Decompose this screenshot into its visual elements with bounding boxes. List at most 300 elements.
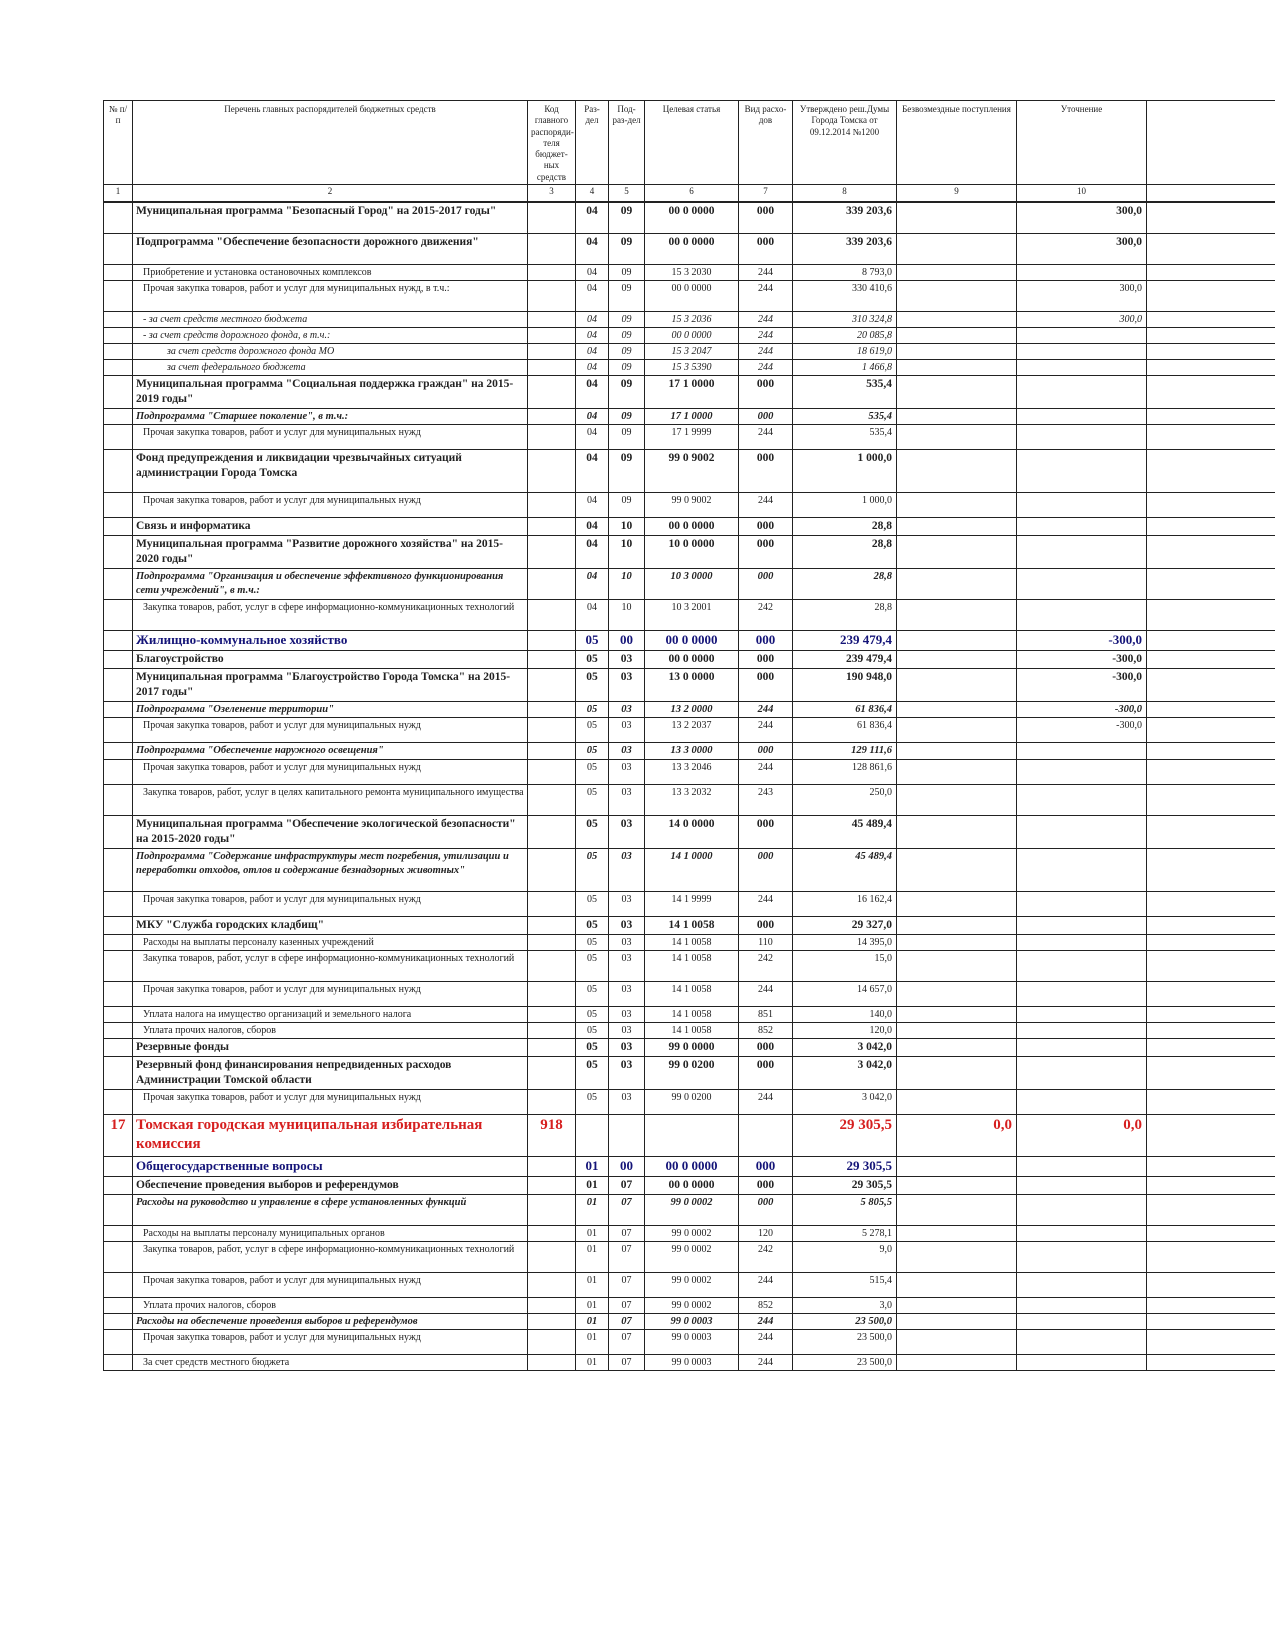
row-gratis: [897, 1241, 1017, 1272]
row-target: 00 0 0000: [645, 650, 739, 668]
row-approved: 61 836,4: [793, 718, 897, 743]
row-subsection: [609, 1114, 645, 1156]
row-code: [528, 569, 576, 600]
row-gratis: [897, 760, 1017, 785]
row-approved: 28,8: [793, 569, 897, 600]
row-target: 14 1 0058: [645, 981, 739, 1006]
row-subsection: 10: [609, 600, 645, 631]
row-extra: [1147, 1313, 1275, 1330]
row-gratis: [897, 569, 1017, 600]
row-gratis: [897, 1006, 1017, 1022]
row-gratis: [897, 934, 1017, 950]
table-row: [104, 816, 1275, 849]
row-extra: [1147, 1355, 1275, 1371]
row-extra: [1147, 816, 1275, 849]
row-number: [104, 1225, 133, 1241]
row-name: Томская городская муниципальная избирательная комиссия: [133, 1114, 528, 1156]
row-target: 17 1 9999: [645, 425, 739, 450]
row-name: Жилищно-коммунальное хозяйство: [133, 631, 528, 651]
row-number: [104, 1194, 133, 1225]
row-gratis: [897, 425, 1017, 450]
row-name: Подпрограмма "Озеленение территории": [133, 701, 528, 718]
row-expense-type: 000: [739, 668, 793, 701]
table-row: [104, 518, 1275, 536]
row-code: [528, 1355, 576, 1371]
table-row: [104, 701, 1275, 718]
row-number: [104, 1022, 133, 1038]
table-row: [104, 718, 1275, 743]
row-approved: 28,8: [793, 600, 897, 631]
row-number: [104, 1089, 133, 1114]
row-approved: 3,0: [793, 1297, 897, 1313]
row-extra: [1147, 1006, 1275, 1022]
row-section: 05: [576, 934, 609, 950]
row-approved: 129 111,6: [793, 743, 897, 760]
row-refine: [1017, 1038, 1147, 1056]
row-approved: 16 162,4: [793, 891, 897, 916]
row-expense-type: 242: [739, 950, 793, 981]
row-extra: [1147, 650, 1275, 668]
table-row: [104, 233, 1275, 264]
row-refine: [1017, 536, 1147, 569]
row-section: 05: [576, 650, 609, 668]
row-name: Благоустройство: [133, 650, 528, 668]
row-extra: [1147, 600, 1275, 631]
row-extra: [1147, 668, 1275, 701]
row-name: Резервные фонды: [133, 1038, 528, 1056]
row-expense-type: 243: [739, 785, 793, 816]
row-expense-type: 000: [739, 848, 793, 891]
row-name: Подпрограмма "Обеспечение безопасности дорожного движения": [133, 233, 528, 264]
row-number: [104, 375, 133, 408]
row-approved: 330 410,6: [793, 280, 897, 311]
table-row: [104, 668, 1275, 701]
row-subsection: 00: [609, 1156, 645, 1176]
row-extra: [1147, 1176, 1275, 1194]
row-gratis: [897, 359, 1017, 375]
row-extra: [1147, 916, 1275, 934]
row-subsection: 07: [609, 1225, 645, 1241]
row-name: за счет федерального бюджета: [133, 359, 528, 375]
row-code: [528, 343, 576, 359]
row-extra: [1147, 718, 1275, 743]
column-numbers-row: [104, 184, 1275, 202]
row-number: [104, 934, 133, 950]
row-refine: [1017, 785, 1147, 816]
header-no: № п/п: [104, 101, 133, 185]
row-subsection: 09: [609, 202, 645, 234]
row-refine: [1017, 1089, 1147, 1114]
row-name: Связь и информатика: [133, 518, 528, 536]
row-refine: [1017, 981, 1147, 1006]
row-code: [528, 359, 576, 375]
table-row: [104, 202, 1275, 234]
table-row: [104, 1297, 1275, 1313]
row-code: [528, 848, 576, 891]
budget-table: [103, 100, 1275, 1371]
table-row: [104, 1330, 1275, 1355]
row-refine: [1017, 1156, 1147, 1176]
row-code: [528, 408, 576, 425]
header-section: Раз-дел: [576, 101, 609, 185]
row-gratis: [897, 408, 1017, 425]
row-code: [528, 1330, 576, 1355]
row-refine: [1017, 518, 1147, 536]
header-target: Целевая статья: [645, 101, 739, 185]
row-name: Прочая закупка товаров, работ и услуг для муниципальных нужд: [133, 981, 528, 1006]
row-section: 04: [576, 327, 609, 343]
row-subsection: 09: [609, 408, 645, 425]
row-number: [104, 848, 133, 891]
row-expense-type: 244: [739, 701, 793, 718]
row-expense-type: 244: [739, 343, 793, 359]
row-section: 04: [576, 202, 609, 234]
row-subsection: 09: [609, 280, 645, 311]
row-name: Муниципальная программа "Социальная поддержка граждан" на 2015-2019 годы": [133, 375, 528, 408]
row-code: [528, 760, 576, 785]
row-target: 99 0 0002: [645, 1297, 739, 1313]
row-name: Уплата налога на имущество организаций и земельного налога: [133, 1006, 528, 1022]
row-code: [528, 1241, 576, 1272]
row-extra: [1147, 327, 1275, 343]
row-gratis: [897, 650, 1017, 668]
row-code: [528, 950, 576, 981]
row-code: [528, 934, 576, 950]
row-gratis: [897, 950, 1017, 981]
col-number: 1: [104, 184, 133, 202]
row-expense-type: 000: [739, 375, 793, 408]
row-extra: [1147, 425, 1275, 450]
row-subsection: 00: [609, 631, 645, 651]
row-target: 00 0 0000: [645, 233, 739, 264]
row-section: 04: [576, 536, 609, 569]
row-name: Прочая закупка товаров, работ и услуг для муниципальных нужд: [133, 1272, 528, 1297]
row-gratis: [897, 264, 1017, 280]
row-expense-type: 000: [739, 408, 793, 425]
row-section: 04: [576, 600, 609, 631]
table-row: [104, 981, 1275, 1006]
row-name: За счет средств местного бюджета: [133, 1355, 528, 1371]
row-gratis: [897, 536, 1017, 569]
table-row: [104, 1176, 1275, 1194]
row-number: [104, 1006, 133, 1022]
row-approved: 239 479,4: [793, 650, 897, 668]
row-expense-type: 244: [739, 760, 793, 785]
row-code: [528, 816, 576, 849]
row-target: 14 1 0058: [645, 950, 739, 981]
row-extra: [1147, 1038, 1275, 1056]
header-refine: Уточнение: [1017, 101, 1147, 185]
row-target: 99 0 0200: [645, 1056, 739, 1089]
row-code: [528, 1225, 576, 1241]
row-subsection: 09: [609, 450, 645, 493]
table-row: [104, 311, 1275, 327]
row-extra: [1147, 311, 1275, 327]
row-target: 99 0 0002: [645, 1272, 739, 1297]
row-extra: [1147, 701, 1275, 718]
row-refine: [1017, 1297, 1147, 1313]
row-approved: 61 836,4: [793, 701, 897, 718]
row-gratis: [897, 1355, 1017, 1371]
row-section: 04: [576, 569, 609, 600]
row-section: 04: [576, 343, 609, 359]
table-row: [104, 1355, 1275, 1371]
row-name: за счет средств дорожного фонда МО: [133, 343, 528, 359]
row-refine: 300,0: [1017, 280, 1147, 311]
row-code: [528, 1089, 576, 1114]
row-gratis: [897, 668, 1017, 701]
row-code: [528, 650, 576, 668]
row-number: [104, 311, 133, 327]
row-gratis: [897, 493, 1017, 518]
row-subsection: 03: [609, 891, 645, 916]
table-row: [104, 1114, 1275, 1156]
row-code: [528, 202, 576, 234]
row-approved: 29 305,5: [793, 1114, 897, 1156]
row-number: [104, 718, 133, 743]
row-expense-type: 244: [739, 280, 793, 311]
row-section: 05: [576, 785, 609, 816]
row-extra: [1147, 343, 1275, 359]
row-target: 10 0 0000: [645, 536, 739, 569]
table-row: [104, 343, 1275, 359]
row-expense-type: 244: [739, 1330, 793, 1355]
row-refine: [1017, 1006, 1147, 1022]
row-target: 10 3 0000: [645, 569, 739, 600]
row-code: [528, 1297, 576, 1313]
row-code: [528, 1156, 576, 1176]
row-target: 00 0 0000: [645, 1176, 739, 1194]
table-row: [104, 1156, 1275, 1176]
row-code: [528, 600, 576, 631]
row-gratis: [897, 916, 1017, 934]
row-expense-type: 000: [739, 202, 793, 234]
row-extra: [1147, 891, 1275, 916]
row-gratis: 0,0: [897, 1114, 1017, 1156]
row-gratis: [897, 600, 1017, 631]
row-name: Закупка товаров, работ, услуг в сфере информационно-коммуникационных технологий: [133, 950, 528, 981]
table-row: [104, 359, 1275, 375]
row-target: 99 0 0003: [645, 1330, 739, 1355]
row-code: [528, 518, 576, 536]
row-extra: [1147, 631, 1275, 651]
row-target: 14 1 0058: [645, 934, 739, 950]
row-section: 05: [576, 1006, 609, 1022]
row-number: [104, 233, 133, 264]
row-gratis: [897, 311, 1017, 327]
row-approved: 3 042,0: [793, 1056, 897, 1089]
col-number: 7: [739, 184, 793, 202]
row-approved: 250,0: [793, 785, 897, 816]
row-subsection: 03: [609, 1056, 645, 1089]
row-number: [104, 981, 133, 1006]
row-refine: [1017, 816, 1147, 849]
row-approved: 239 479,4: [793, 631, 897, 651]
row-gratis: [897, 280, 1017, 311]
row-expense-type: 244: [739, 891, 793, 916]
row-subsection: 03: [609, 916, 645, 934]
row-extra: [1147, 934, 1275, 950]
row-code: [528, 425, 576, 450]
table-row: [104, 408, 1275, 425]
row-number: [104, 701, 133, 718]
row-section: 01: [576, 1313, 609, 1330]
row-target: 13 2 0000: [645, 701, 739, 718]
table-row: [104, 536, 1275, 569]
row-name: Закупка товаров, работ, услуг в целях капитального ремонта муниципального имущества: [133, 785, 528, 816]
row-expense-type: 000: [739, 1156, 793, 1176]
row-name: Прочая закупка товаров, работ и услуг для муниципальных нужд: [133, 425, 528, 450]
row-approved: 23 500,0: [793, 1330, 897, 1355]
row-name: Прочая закупка товаров, работ и услуг для муниципальных нужд: [133, 891, 528, 916]
row-approved: 29 327,0: [793, 916, 897, 934]
row-code: [528, 668, 576, 701]
row-section: 05: [576, 816, 609, 849]
row-refine: [1017, 600, 1147, 631]
row-gratis: [897, 1194, 1017, 1225]
row-extra: [1147, 1330, 1275, 1355]
row-gratis: [897, 1056, 1017, 1089]
row-gratis: [897, 233, 1017, 264]
row-code: [528, 450, 576, 493]
row-number: [104, 650, 133, 668]
row-target: 13 3 2032: [645, 785, 739, 816]
row-target: 00 0 0000: [645, 631, 739, 651]
row-gratis: [897, 1089, 1017, 1114]
row-section: 01: [576, 1225, 609, 1241]
row-refine: [1017, 743, 1147, 760]
row-name: Расходы на выплаты персоналу муниципальных органов: [133, 1225, 528, 1241]
row-target: 14 0 0000: [645, 816, 739, 849]
row-expense-type: 852: [739, 1022, 793, 1038]
table-row: [104, 848, 1275, 891]
row-approved: 23 500,0: [793, 1313, 897, 1330]
row-gratis: [897, 1156, 1017, 1176]
row-subsection: 09: [609, 327, 645, 343]
row-number: [104, 425, 133, 450]
row-name: Подпрограмма "Организация и обеспечение эффективного функционирования сети учреждений", в т.ч.:: [133, 569, 528, 600]
row-gratis: [897, 327, 1017, 343]
row-subsection: 09: [609, 425, 645, 450]
row-section: 04: [576, 359, 609, 375]
table-row: [104, 569, 1275, 600]
row-approved: 535,4: [793, 375, 897, 408]
row-name: Прочая закупка товаров, работ и услуг для муниципальных нужд: [133, 1330, 528, 1355]
row-subsection: 07: [609, 1272, 645, 1297]
row-number: [104, 327, 133, 343]
row-extra: [1147, 1272, 1275, 1297]
row-refine: [1017, 359, 1147, 375]
row-refine: -300,0: [1017, 718, 1147, 743]
row-expense-type: [739, 1114, 793, 1156]
row-code: [528, 891, 576, 916]
row-target: 99 0 9002: [645, 493, 739, 518]
row-target: 17 1 0000: [645, 408, 739, 425]
row-extra: [1147, 1056, 1275, 1089]
row-number: [104, 343, 133, 359]
row-name: Обеспечение проведения выборов и референдумов: [133, 1176, 528, 1194]
row-name: Подпрограмма "Старшее поколение", в т.ч.:: [133, 408, 528, 425]
row-number: [104, 518, 133, 536]
row-name: Уплата прочих налогов, сборов: [133, 1022, 528, 1038]
row-target: 14 1 0058: [645, 1022, 739, 1038]
row-refine: [1017, 760, 1147, 785]
row-refine: [1017, 493, 1147, 518]
table-row: [104, 785, 1275, 816]
row-refine: -300,0: [1017, 668, 1147, 701]
row-section: 01: [576, 1297, 609, 1313]
row-extra: [1147, 280, 1275, 311]
row-refine: -300,0: [1017, 701, 1147, 718]
table-row: [104, 1194, 1275, 1225]
row-refine: [1017, 1176, 1147, 1194]
row-expense-type: 000: [739, 569, 793, 600]
col-number: 4: [576, 184, 609, 202]
row-gratis: [897, 202, 1017, 234]
row-target: 14 1 9999: [645, 891, 739, 916]
table-row: [104, 1313, 1275, 1330]
row-expense-type: 244: [739, 1355, 793, 1371]
row-gratis: [897, 1297, 1017, 1313]
row-code: [528, 375, 576, 408]
row-approved: 14 395,0: [793, 934, 897, 950]
row-refine: 300,0: [1017, 202, 1147, 234]
row-gratis: [897, 785, 1017, 816]
row-code: [528, 916, 576, 934]
table-row: [104, 934, 1275, 950]
row-section: 05: [576, 701, 609, 718]
row-refine: [1017, 450, 1147, 493]
row-expense-type: 000: [739, 536, 793, 569]
row-section: 05: [576, 1056, 609, 1089]
row-subsection: 03: [609, 785, 645, 816]
row-number: [104, 760, 133, 785]
row-subsection: 09: [609, 493, 645, 518]
row-extra: [1147, 233, 1275, 264]
row-extra: [1147, 408, 1275, 425]
col-number: [1147, 184, 1275, 202]
row-section: 05: [576, 891, 609, 916]
row-gratis: [897, 450, 1017, 493]
row-expense-type: 242: [739, 1241, 793, 1272]
row-expense-type: 244: [739, 1272, 793, 1297]
row-section: 05: [576, 760, 609, 785]
row-expense-type: 000: [739, 450, 793, 493]
col-number: 6: [645, 184, 739, 202]
row-expense-type: 244: [739, 311, 793, 327]
row-expense-type: 000: [739, 816, 793, 849]
row-refine: [1017, 1241, 1147, 1272]
row-refine: [1017, 848, 1147, 891]
row-extra: [1147, 1194, 1275, 1225]
row-refine: [1017, 1330, 1147, 1355]
row-subsection: 09: [609, 359, 645, 375]
row-gratis: [897, 1038, 1017, 1056]
row-expense-type: 000: [739, 233, 793, 264]
row-number: [104, 450, 133, 493]
table-row: [104, 1022, 1275, 1038]
row-target: 15 3 2047: [645, 343, 739, 359]
budget-sheet: [103, 100, 1275, 1371]
row-subsection: 03: [609, 1038, 645, 1056]
table-row: [104, 891, 1275, 916]
row-target: 15 3 2030: [645, 264, 739, 280]
table-row: [104, 1038, 1275, 1056]
row-target: 15 3 2036: [645, 311, 739, 327]
row-name: - за счет средств дорожного фонда, в т.ч.:: [133, 327, 528, 343]
row-refine: [1017, 569, 1147, 600]
row-target: 13 0 0000: [645, 668, 739, 701]
